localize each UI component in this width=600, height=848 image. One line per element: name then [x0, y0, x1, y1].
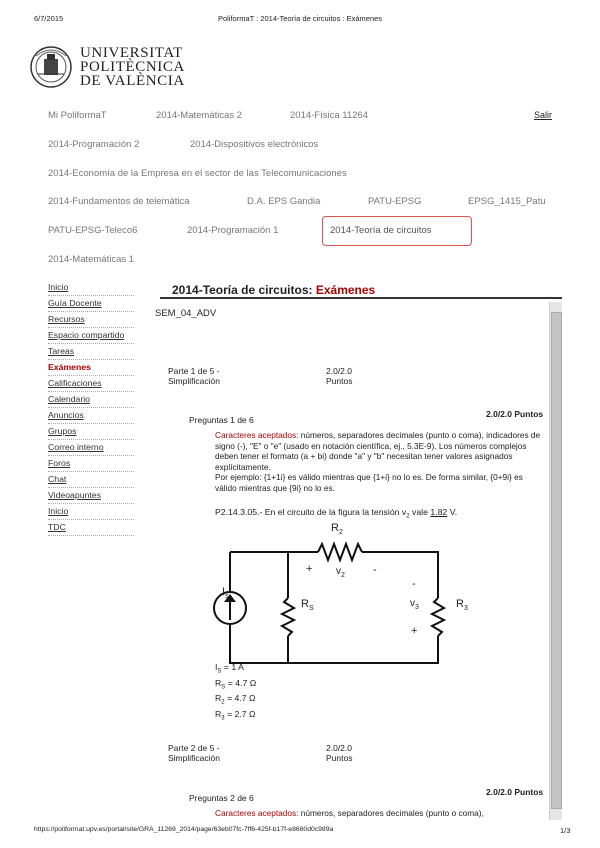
part2-number: Parte 2 de 5 -: [168, 743, 220, 753]
print-page-number: 1/3: [560, 826, 571, 835]
r2-sub: 2: [338, 529, 343, 537]
statement-mid: vale: [409, 507, 431, 517]
rs-label: [301, 598, 314, 612]
part1-score-value: 2.0/2.0: [326, 366, 352, 376]
is-label: [222, 586, 229, 600]
sidebar-item-tdc[interactable]: TDC: [48, 520, 134, 536]
accepted-chars-text: : números, separadores decimales (punto o coma), indicadores de signo (-), "E" o "e" (usado en notación científica, ej., 5.3E-9). Los números complejos deben tener el formato (a + bi) donde "a" y "b" necesitan tener valores asignados explícitamente.: [215, 430, 541, 472]
sidebar-item-inicio-2[interactable]: Inicio: [48, 504, 134, 520]
statement-post: V.: [447, 507, 458, 517]
university-name[interactable]: [80, 46, 185, 88]
university-seal-icon[interactable]: [30, 44, 72, 90]
tab-dispositivos[interactable]: 2014-Dispositivos electrónicos: [190, 139, 319, 150]
part2-score-unit: Puntos: [326, 753, 353, 763]
part1-score: [326, 366, 352, 386]
value-sym: R: [215, 709, 222, 720]
answer-input[interactable]: 1.82: [430, 507, 448, 517]
value-sym: I: [215, 662, 218, 672]
q2-label: Preguntas 2 de 6: [189, 793, 254, 803]
v2-sub: 2: [341, 572, 345, 579]
value-sym: R: [215, 677, 222, 688]
sidebar-item-guia-docente[interactable]: Guía Docente: [48, 296, 134, 312]
q1-label: Preguntas 1 de 6: [189, 415, 254, 425]
tab-patu-epsg[interactable]: PATU-EPSG: [368, 196, 422, 207]
part1-name: Simplificación: [168, 376, 220, 386]
sidebar-item-espacio-compartido[interactable]: Espacio compartido: [48, 328, 134, 344]
part1-number: Parte 1 de 5 -: [168, 366, 220, 376]
sidebar-item-videoapuntes[interactable]: Videoapuntes: [48, 488, 134, 504]
tab-fundamentos-telematica[interactable]: 2014-Fundamentos de telemática: [48, 196, 190, 207]
value-is: [215, 662, 256, 678]
value-r2: [215, 693, 256, 709]
sidebar-item-examenes[interactable]: Exámenes: [48, 360, 134, 376]
q2-accepted-text: : números, separadores decimales (punto o coma),: [296, 808, 484, 818]
value-val: = 2.7 Ω: [224, 709, 256, 720]
tab-programacion-2[interactable]: 2014-Programación 2: [48, 139, 140, 150]
print-url: https://poliformat.upv.es/portal/site/GRA_11269_2014/page/63eb07fc-7ff6-425f-b17f-e8680d0c989a: [34, 826, 334, 833]
v2-sym: v: [336, 566, 341, 577]
sidebar-item-chat[interactable]: Chat: [48, 472, 134, 488]
tab-epsg-patu[interactable]: EPSG_1415_Patu: [468, 196, 546, 207]
value-val: = 1 A: [221, 662, 244, 672]
exam-name: SEM_04_ADV: [155, 308, 217, 319]
part1-score-unit: Puntos: [326, 376, 353, 386]
r3-sym: R: [456, 598, 464, 610]
university-line2: POLITÈCNICA: [80, 59, 185, 75]
value-sub: 2: [221, 700, 225, 707]
sidebar-item-foros[interactable]: Foros: [48, 456, 134, 472]
part2-name: Simplificación: [168, 753, 220, 763]
sidebar-item-inicio[interactable]: Inicio: [48, 280, 134, 296]
q2-accepted-label: Caracteres aceptados: [215, 808, 297, 818]
sidebar-item-grupos[interactable]: Grupos: [48, 424, 134, 440]
value-rs: [215, 678, 256, 694]
r2-label: [331, 522, 343, 536]
value-sub: S: [221, 684, 226, 691]
sidebar-item-anuncios[interactable]: Anuncios: [48, 408, 134, 424]
is-sub: s: [225, 593, 229, 601]
example-text: Por ejemplo: {1+1i} es válido mientras que {1+i} no lo es. De forma similar, {0+9i} es válido mientras que {9i} no lo es.: [215, 472, 523, 493]
logout-link[interactable]: Salir: [534, 110, 553, 120]
part2-label: [168, 743, 220, 763]
tab-economia[interactable]: 2014-Economía de la Empresa en el sector de las Telecomunicaciones: [48, 168, 347, 179]
value-sub: 3: [221, 715, 225, 722]
statement-pre: P2.14.3.05.- En el circuito de la figura la tensión v: [215, 507, 407, 517]
v3-label: [410, 598, 419, 611]
value-r3: [215, 709, 256, 725]
tab-matematicas-2[interactable]: 2014-Matemáticas 2: [156, 110, 243, 121]
v2-plus: +: [306, 563, 313, 575]
v3-sub: 3: [415, 604, 419, 611]
print-date: 6/7/2015: [34, 14, 64, 23]
sidebar-item-calendario[interactable]: Calendario: [48, 392, 134, 408]
rs-sym: R: [301, 598, 309, 610]
rs-sub: S: [308, 605, 314, 613]
is-sym: I: [222, 586, 226, 598]
value-sub: S: [217, 668, 222, 675]
page-title: [172, 283, 375, 297]
q1-instructions: [215, 430, 541, 493]
q2-instructions: [215, 808, 484, 818]
value-val: = 4.7 Ω: [224, 693, 256, 704]
q2-score: 2.0/2.0 Puntos: [486, 787, 544, 797]
tab-teoria-circuitos-label: 2014-Teoría de circuitos: [330, 225, 432, 236]
r3-sub: 3: [463, 605, 468, 613]
sidebar-menu: [48, 280, 134, 536]
q1-score: 2.0/2.0 Puntos: [486, 409, 544, 419]
component-values: [215, 662, 256, 725]
tab-matematicas-1[interactable]: 2014-Matemáticas 1: [48, 254, 135, 265]
accepted-chars-label: Caracteres aceptados: [215, 430, 297, 440]
circuit-diagram: [208, 518, 458, 668]
v2-label: [336, 566, 345, 579]
tab-patu-teleco6[interactable]: PATU-EPSG-Teleco6: [48, 225, 138, 236]
v3-sym: v: [410, 598, 415, 609]
r2-sym: R: [331, 522, 339, 534]
tab-fisica[interactable]: 2014-Física 11264: [290, 110, 368, 121]
statement-sub: 2: [406, 513, 410, 520]
tab-da-eps-gandia[interactable]: D.A. EPS Gandia: [247, 196, 321, 207]
scrollbar[interactable]: [549, 302, 562, 820]
value-val: = 4.7 Ω: [225, 677, 257, 688]
university-line1: UNIVERSITAT: [80, 45, 183, 61]
part2-score-value: 2.0/2.0: [326, 743, 352, 753]
r3-label: [456, 598, 468, 612]
tab-programacion-1[interactable]: 2014-Programación 1: [187, 225, 279, 236]
part2-score: [326, 743, 352, 763]
part1-label: [168, 366, 220, 386]
v3-plus: +: [411, 625, 418, 637]
sidebar-item-recursos[interactable]: Recursos: [48, 312, 134, 328]
v3-minus: -: [412, 578, 416, 590]
sidebar-item-tareas[interactable]: Tareas: [48, 344, 134, 360]
title-divider: [160, 297, 562, 299]
site-title: 2014-Teoría de circuitos:: [172, 283, 313, 297]
sidebar-item-calificaciones[interactable]: Calificaciones: [48, 376, 134, 392]
university-line3: DE VALÈNCIA: [80, 73, 185, 89]
scrollbar-thumb[interactable]: [551, 312, 562, 809]
tool-title: Exámenes: [315, 283, 376, 297]
print-title: PoliformaT : 2014-Teoría de circuitos : Exámenes: [217, 14, 383, 23]
v2-minus: -: [373, 564, 377, 576]
tab-mi-poliformat[interactable]: Mi PoliformaT: [48, 110, 107, 121]
sidebar-item-correo-interno[interactable]: Correo interno: [48, 440, 134, 456]
value-sym: R: [215, 693, 222, 704]
